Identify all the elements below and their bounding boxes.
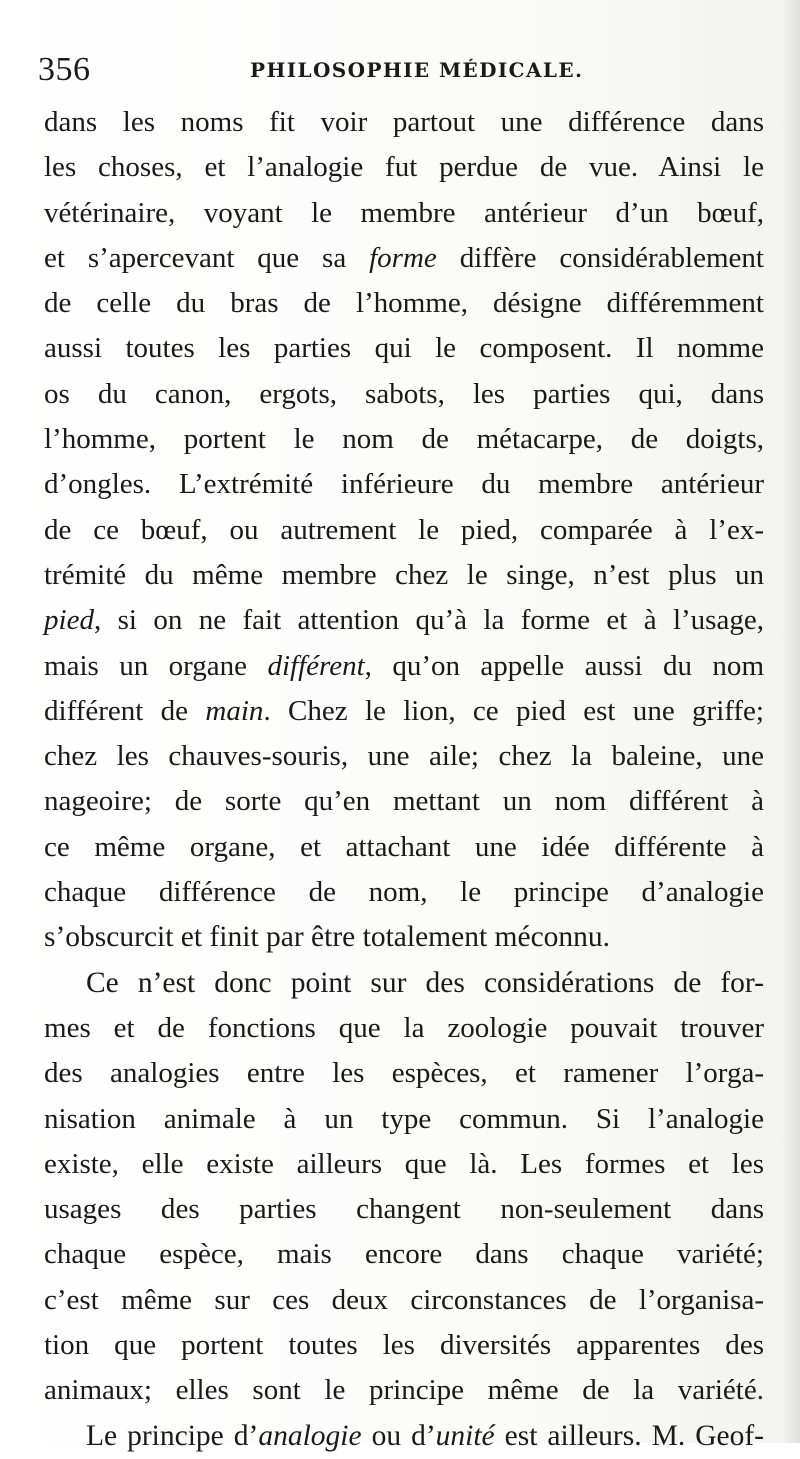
- text-line: chaque espèce, mais encore dans chaque variété;: [44, 1238, 764, 1271]
- text-line: existe, elle existe ailleurs que là. Les formes et les: [44, 1147, 764, 1180]
- text-line: ce même organe, et attachant une idée différente à: [44, 830, 764, 863]
- text-line: l’homme, portent le nom de métacarpe, de doigts,: [44, 423, 764, 456]
- text-line: de celle du bras de l’homme, désigne différemment: [44, 287, 764, 320]
- italic-term: forme: [369, 241, 437, 274]
- text-line: vétérinaire, voyant le membre antérieur d’un bœuf,: [44, 196, 764, 229]
- text-line: c’est même sur ces deux circonstances de l’organisa-: [44, 1283, 764, 1316]
- page-number: 356: [38, 51, 91, 88]
- italic-term: différent: [267, 649, 365, 682]
- italic-term: unité: [435, 1419, 495, 1452]
- text-line: de ce bœuf, ou autrement le pied, comparée à l’ex-: [44, 513, 764, 546]
- text-line: et s’apercevant que sa forme diffère considérablement: [44, 241, 764, 274]
- text-line: os du canon, ergots, sabots, les parties qui, dans: [44, 377, 764, 410]
- text-line: les choses, et l’analogie fut perdue de vue. Ainsi le: [44, 151, 764, 184]
- body-text: [44, 100, 764, 1459]
- text-line: mais un organe différent, qu’on appelle aussi du nom: [44, 649, 765, 682]
- running-head: [38, 48, 738, 92]
- text-line: usages des parties changent non-seulement dans: [44, 1193, 764, 1226]
- text-line: dans les noms fit voir partout une différence dans: [44, 106, 764, 138]
- text-line: d’ongles. L’extrémité inférieure du membre antérieur: [44, 468, 764, 501]
- page-edge-shadow: [782, 0, 800, 1443]
- text-line: des analogies entre les espèces, et ramener l’orga-: [44, 1057, 764, 1090]
- text-line: Le principe d’analogie ou d’unité est ailleurs. M. Geof-: [86, 1419, 764, 1452]
- italic-term: main: [205, 694, 264, 727]
- text-line: chaque différence de nom, le principe d’analogie: [44, 876, 764, 909]
- text-line: différent de main. Chez le lion, ce pied est une griffe;: [44, 694, 764, 727]
- text-line: trémité du même membre chez le singe, n’est plus un: [44, 558, 764, 591]
- text-line: nageoire; de sorte qu’en mettant un nom différent à: [44, 785, 764, 818]
- text-line: chez les chauves-souris, une aile; chez la baleine, une: [44, 740, 764, 773]
- running-title: PHILOSOPHIE MÉDICALE.: [250, 58, 584, 82]
- italic-term: analogie: [258, 1419, 362, 1452]
- text-line: aussi toutes les parties qui le composent. Il nomme: [44, 332, 764, 365]
- text-line: nisation animale à un type commun. Si l’analogie: [44, 1102, 764, 1135]
- text-line: Ce n’est donc point sur des considérations de for-: [86, 966, 764, 999]
- text-line: pied, si on ne fait attention qu’à la forme et à l’usage,: [44, 604, 764, 637]
- text-line: tion que portent toutes les diversités apparentes des: [44, 1329, 764, 1362]
- text-line: s’obscurcit et finit par être totalement méconnu.: [44, 921, 611, 954]
- italic-term: pied: [44, 604, 94, 637]
- text-line: animaux; elles sont le principe même de la variété.: [44, 1374, 764, 1407]
- text-line: mes et de fonctions que la zoologie pouvait trouver: [44, 1011, 764, 1044]
